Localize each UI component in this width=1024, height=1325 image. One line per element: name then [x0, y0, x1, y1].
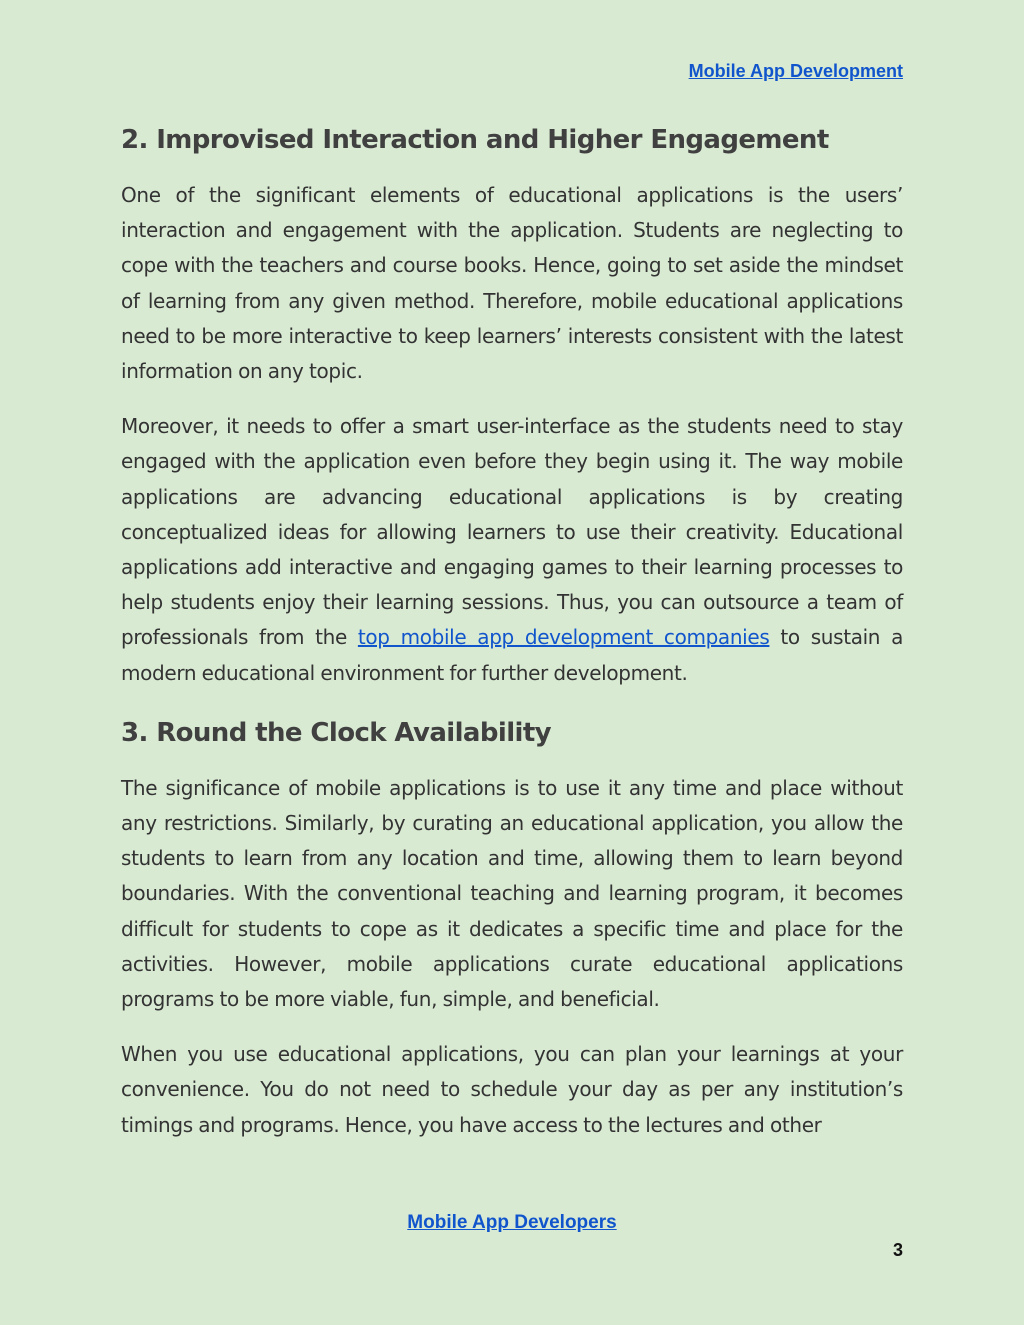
section-heading-engagement: 2. Improvised Interaction and Higher Engagement	[121, 125, 829, 155]
footer-link-mobile-app-developers[interactable]: Mobile App Developers	[407, 1212, 617, 1233]
header-link-mobile-app-development[interactable]: Mobile App Development	[688, 61, 903, 81]
paragraph-text-before-link: Moreover, it needs to offer a smart user-interface as the students need to stay engaged with the application even before they begin using it. The way mobile applications are advancing educational applications is by creating conceptualized ideas for allowing learners to use their creativity. Educational applications add interactive and engaging games to their learning processes to help students enjoy their learning sessions. Thus, you can outsource a team of professionals from the	[121, 414, 903, 650]
paragraph-engagement-intro: One of the significant elements of educational applications is the users’ interaction and engagement with the application. Students are neglecting to cope with the teachers and course books. Hence, going to set aside the mindset of learning from any given method. Therefore, mobile educational applications need to be more interactive to keep learners’ interests consistent with the latest information on any topic.	[121, 183, 903, 384]
paragraph-availability-convenience: When you use educational applications, you can plan your learnings at your convenience. You do not need to schedule your day as per any institution’s timings and programs. Hence, you have access to the lectures and other	[121, 1042, 903, 1137]
page-number: 3	[892, 1240, 903, 1260]
paragraph-text-after-link: to sustain a modern educational environment for further development.	[121, 625, 904, 685]
top-companies-link[interactable]: top mobile app development companies	[357, 625, 770, 650]
section-heading-availability: 3. Round the Clock Availability	[121, 717, 552, 748]
page-content	[121, 118, 903, 1163]
paragraph-availability-intro: The significance of mobile applications is to use it any time and place without any restrictions. Similarly, by curating an educational application, you allow the students to learn from any location and time, allowing them to learn beyond boundaries. With the conventional teaching and learning program, it becomes difficult for students to cope as it dedicates a specific time and place for the activities. However, mobile applications curate educational applications programs to be more viable, fun, simple, and beneficial.	[121, 775, 903, 1012]
paragraph-engagement-ui	[121, 409, 903, 691]
